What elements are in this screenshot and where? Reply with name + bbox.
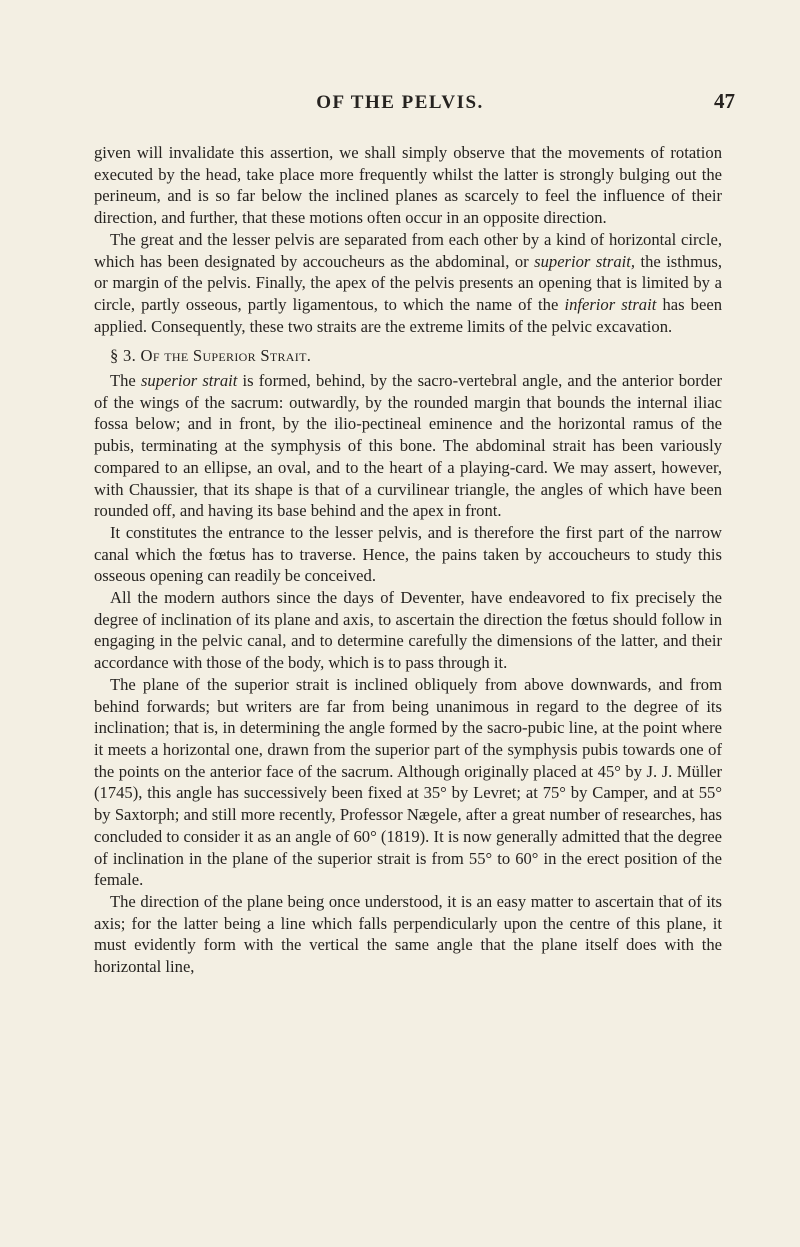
paragraph-continuation: given will invalidate this assertion, we shall simply observe that the movements of rotation executed by the head, take place more frequently whilst the latter is strongly bulging out the perineum, and is so far below the inclined planes as scarcely to feel the influence of their direction, and further, that these motions often occur in an opposite direction. xyxy=(94,143,722,228)
text-run: The great and the lesser pelvis are separated from each other by a kind of horizontal circle, which has been designated by accoucheurs as the abdominal, or xyxy=(94,229,722,271)
paragraph-entrance: It constitutes the entrance to the lesser pelvis, and is therefore the first part of the narrow canal which the fœtus has to traverse. Hence, the pains taken by accoucheurs to study this osseous opening can readily be conceived. xyxy=(94,522,722,586)
paragraph-modern-authors: All the modern authors since the days of Deventer, have endeavored to fix precisely the degree of inclination of its plane and axis, to ascertain the direction the fœtus should follow in engaging in the pelvic canal, and to determine carefully the dimensions of the latter, and their accordance with those of the body, which is to pass through it. xyxy=(94,588,722,673)
term-superior-strait: superior strait, xyxy=(534,251,636,271)
paragraph-inclination: The plane of the superior strait is inclined obliquely from above downwards, and from behind forwards; but writers are far from being unanimous in regard to the degree of its inclination; that is, in determining the angle formed by the sacro-pubic line, at the point where it meets a horizontal one, drawn from the superior part of the symphysis pubis towards one of the points on the anterior face of the sacrum. Although originally placed at 45° by J. J. Müller (1745), this angle has successively been fixed at 35° by Levret; at 75° by Camper, and at 55° by Saxtorph; and still more recently, Professor Nægele, after a great number of researches, has concluded to consider it as an angle of 60° (1819). It is now generally admitted that the degree of inclination in the plane of the superior strait is from 55° to 60° in the erect position of the female. xyxy=(94,674,722,890)
term-inferior-strait: inferior strait xyxy=(564,294,657,314)
running-head: OF THE PELVIS. xyxy=(316,92,484,113)
page-number: 47 xyxy=(714,89,735,113)
section-number: § 3. xyxy=(110,346,141,366)
paragraph-straits xyxy=(94,229,722,338)
term-superior-strait: superior strait xyxy=(140,371,238,391)
paragraph-superior-strait xyxy=(94,370,722,522)
paragraph-axis: The direction of the plane being once understood, it is an easy matter to ascertain that of its axis; for the latter being a line which falls perpendicularly upon the centre of this plane, it must evidently form with the vertical the same angle that the plane itself does with the horizontal line, xyxy=(94,891,722,977)
text-run: has been applied. Consequently, these two straits are the extreme limits of the pelvic excavation. xyxy=(94,294,722,336)
text-run: the isthmus, or margin of the pelvis. Finally, the apex of the pelvis presents an opening that is limited by a circle, partly osseous, partly ligamentous, to which the name of the xyxy=(94,251,722,314)
section-heading xyxy=(94,345,722,367)
text-run: The xyxy=(110,371,141,391)
section-title: Of the Superior Strait. xyxy=(140,346,312,366)
page-header xyxy=(0,89,800,122)
body-text xyxy=(94,142,722,978)
text-run: is formed, behind, by the sacro-vertebral angle, and the anterior border of the wings of the sacrum: outwardly, by the rounded margin that bounds the internal iliac fossa below; and in front, by the ilio-pectineal eminence and the horizontal ramus of the pubis, terminating at the symphysis of this bone. The abdominal strait has been variously compared to an ellipse, an oval, and to the heart of a playing-card. We may assert, however, with Chaussier, that its shape is that of a curvilinear triangle, the angles of which have been rounded off, and having its base behind and the apex in front. xyxy=(94,371,722,521)
